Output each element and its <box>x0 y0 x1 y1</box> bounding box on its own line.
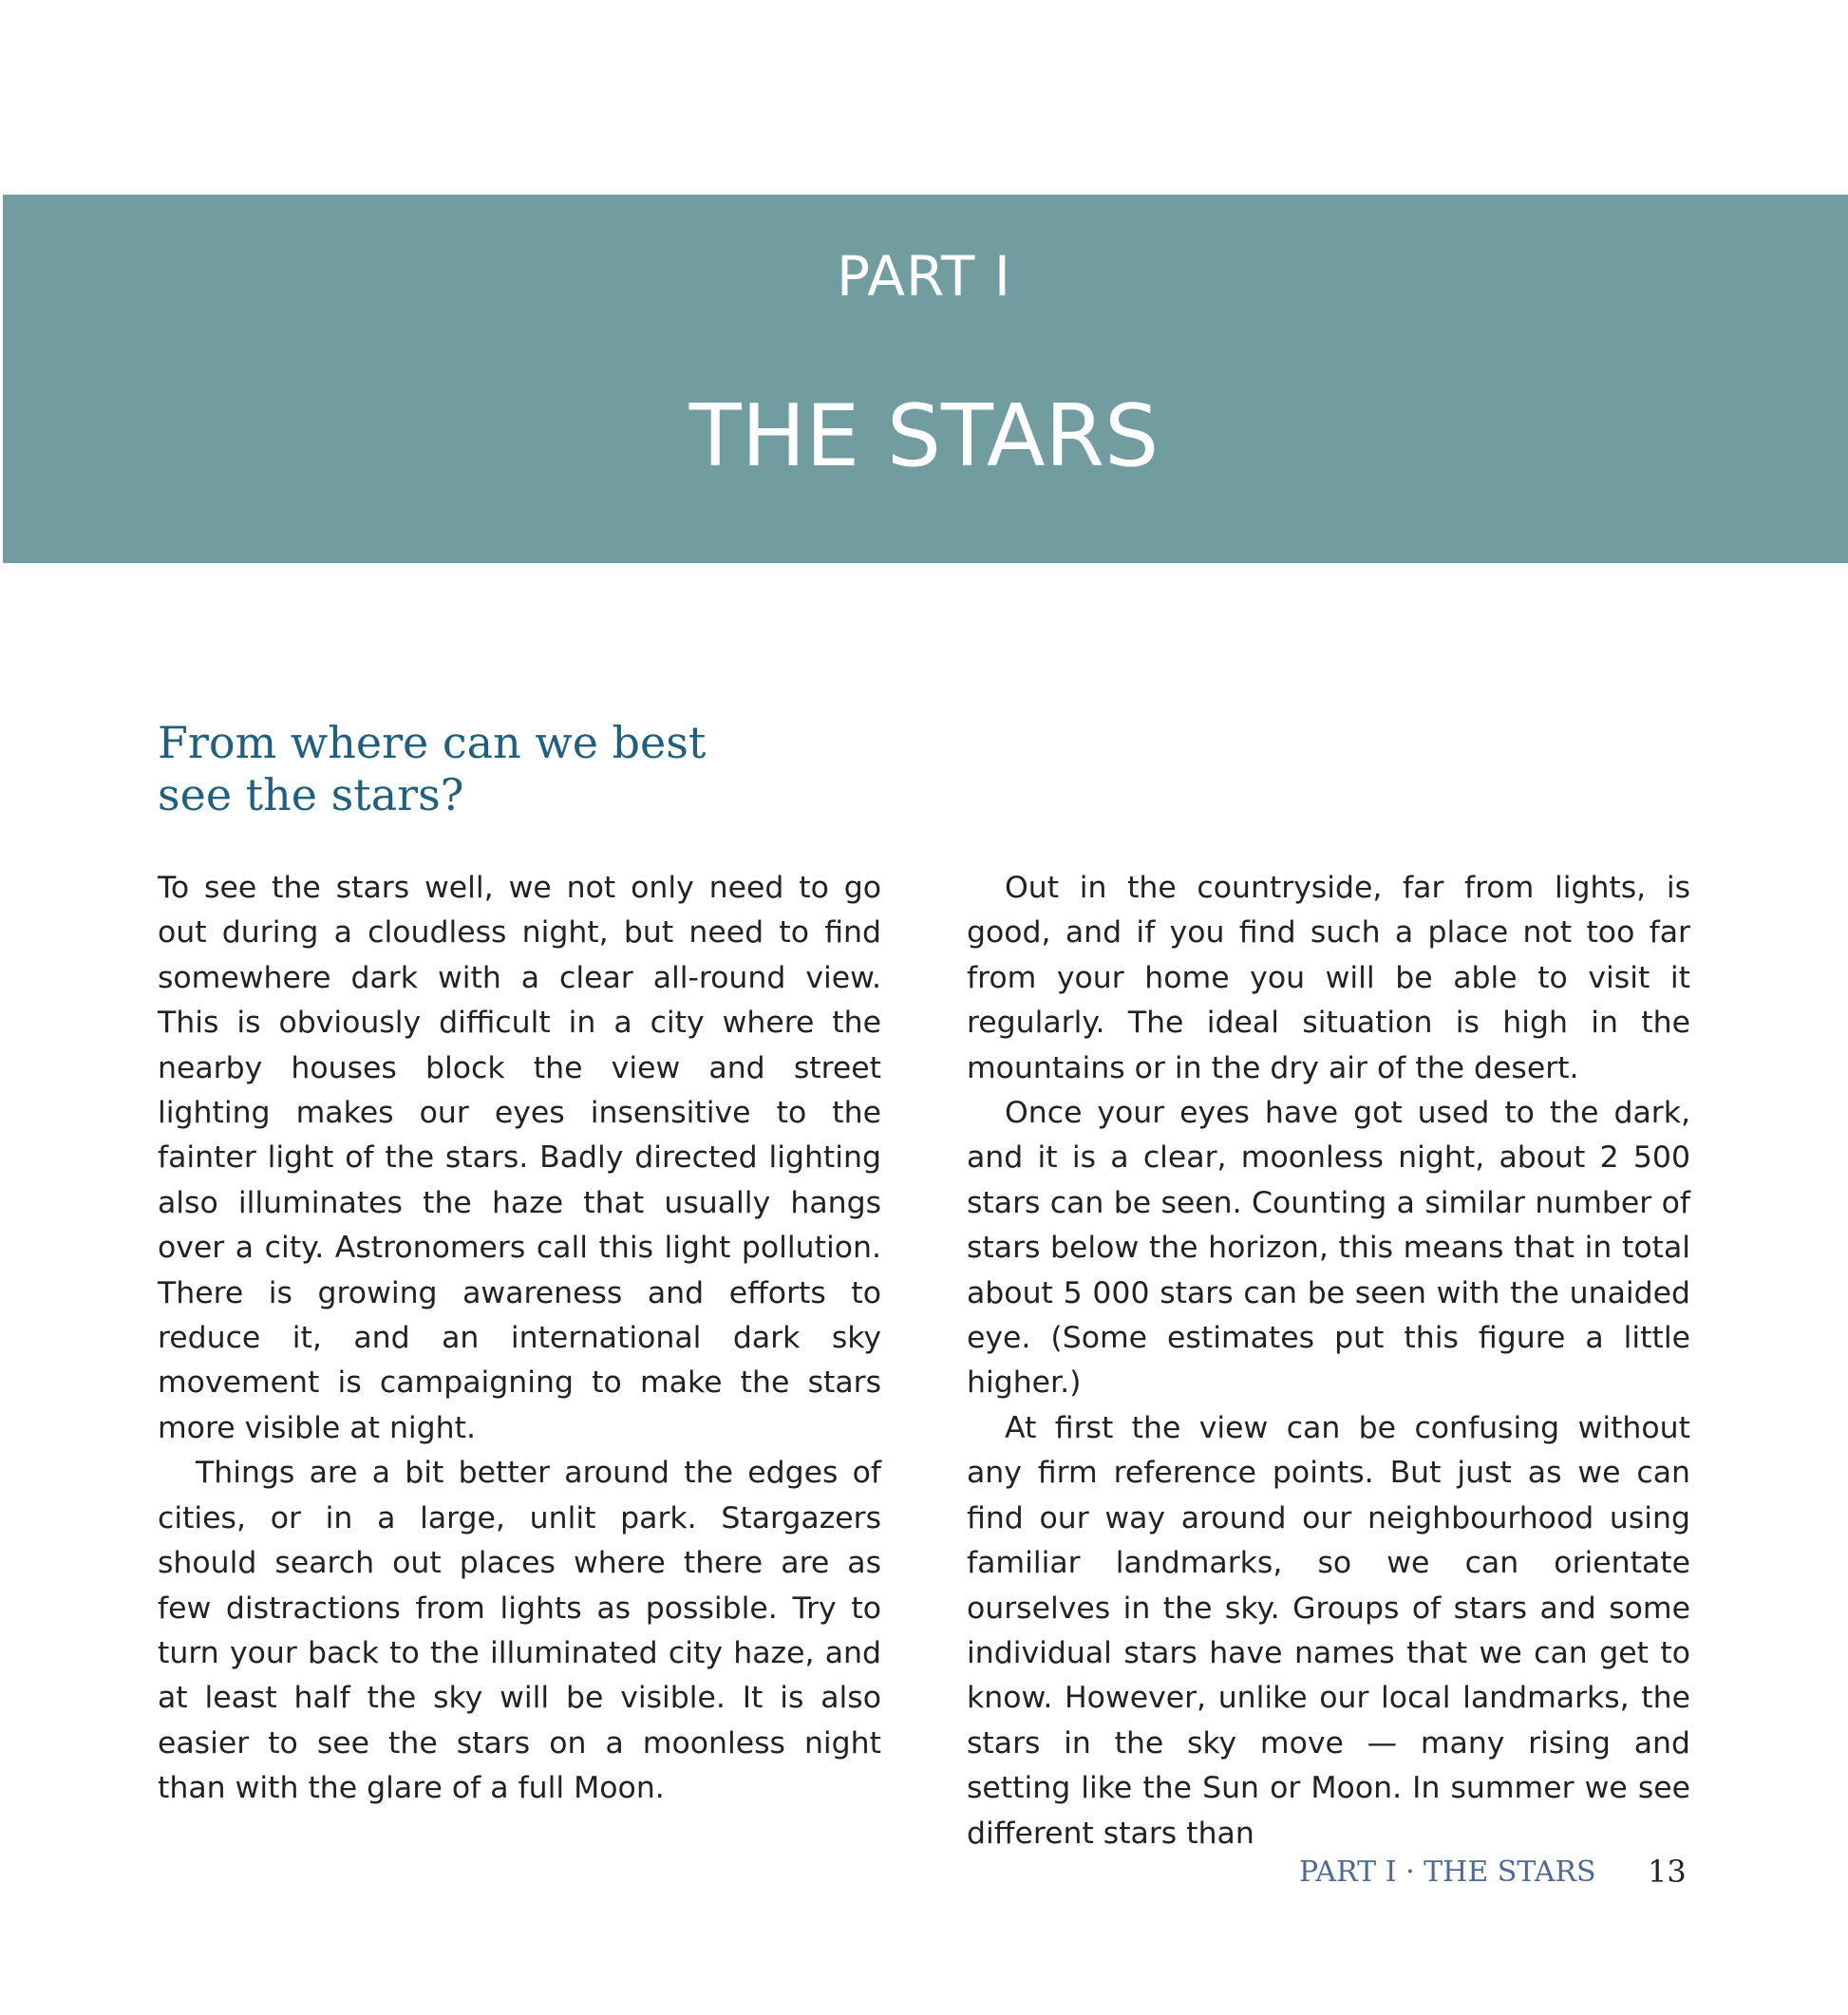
left-column <box>158 866 881 1812</box>
body-paragraph: Once your eyes have got used to the dark, and it is a clear, moonless night, about 2 500 stars can be seen. Counting a similar number of stars below the horizon, this means that in total about 5 000 stars can be seen with the unaided eye. (Some estimates put this figure a little higher.) <box>967 1096 1690 1401</box>
part-title: THE STARS <box>688 386 1160 486</box>
section-heading-line-2: see the stars? <box>158 769 464 820</box>
body-paragraph: At first the view can be confusing without any firm reference points. But just as we can find our way around our neighbourhood using familiar landmarks, so we can orientate ourselves in the sky. Groups of stars and some individual stars have names that we can get to know. However, unlike our local landmarks, the stars in the sky move — many rising and setting like the Sun or Moon. In summer we see different stars than <box>967 1410 1690 1851</box>
part-label: PART I <box>837 244 1011 309</box>
right-column <box>967 866 1690 1856</box>
body-paragraph: To see the stars well, we not only need to go out during a cloudless night, but need to find somewhere dark with a clear all-round view. This is obviously difficult in a city where the nearby houses block the view and street lighting makes our eyes insensitive to the fainter light of the stars. Badly directed lighting also illuminates the haze that usually hangs over a city. Astronomers call this light pollution. There is growing awareness and efforts to reduce it, and an international dark sky movement is campaigning to make the stars more visible at night. <box>158 871 881 1445</box>
section-heading <box>158 717 706 821</box>
page-number: 13 <box>1648 1854 1687 1890</box>
body-paragraph: Out in the countryside, far from lights, is good, and if you find such a place not too far from your home you will be able to visit it regularly. The ideal situation is high in the mountains or in the dry air of the desert. <box>967 871 1690 1085</box>
section-heading-line-1: From where can we best <box>158 717 707 768</box>
running-head: PART I · THE STARS <box>1299 1855 1596 1889</box>
body-paragraph: Things are a bit better around the edges of cities, or in a large, unlit park. Stargazers should search out places where there are as few distractions from lights as possible. Try to turn your back to the illuminated city haze, and at least half the sky will be visible. It is also easier to see the stars on a moonless night than with the glare of a full Moon. <box>158 1456 881 1806</box>
